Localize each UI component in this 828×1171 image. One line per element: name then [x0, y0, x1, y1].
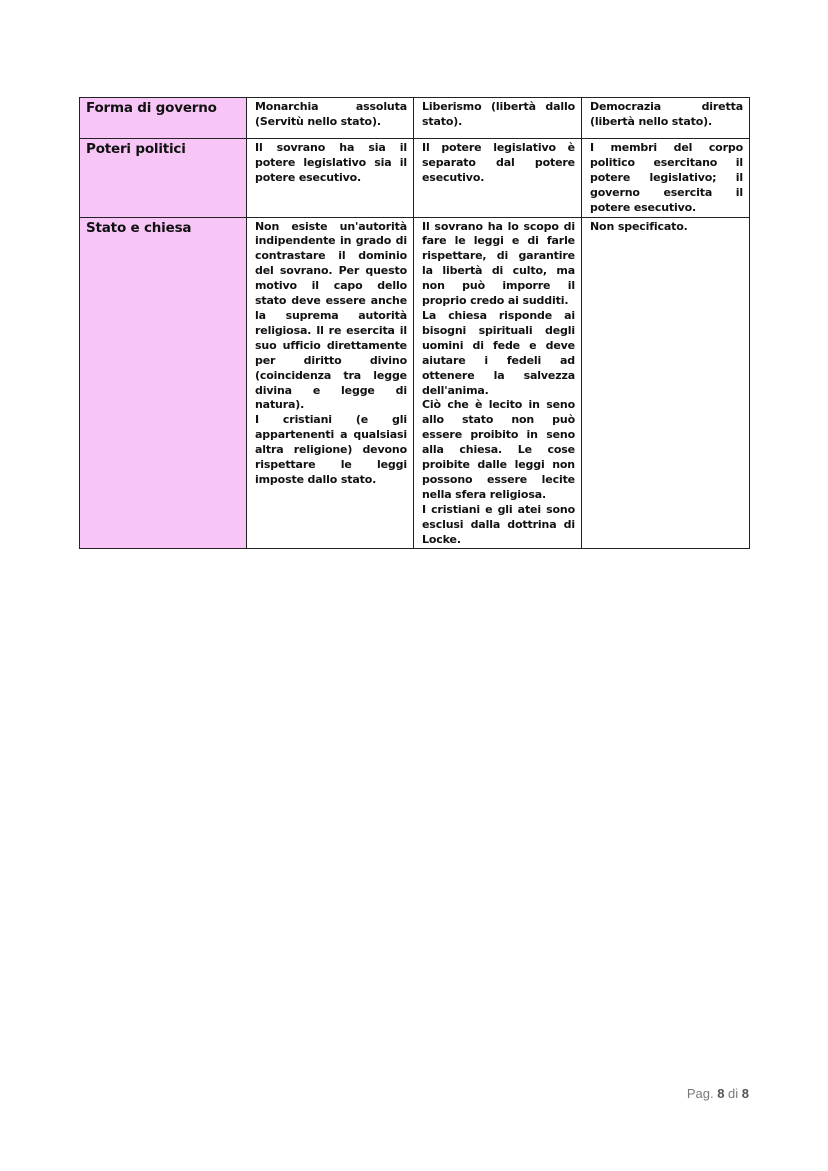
cell-paragraph: Ciò che è lecito in seno allo stato non può essere proibito in seno alla chiesa. Le cose proibite dalle leggi non possono essere lecite nella sfera religiosa.	[422, 398, 575, 501]
cell-paragraph: I cristiani e gli atei sono esclusi dalla dottrina di Locke.	[422, 502, 575, 546]
cell-paragraph: I membri del corpo politico esercitano il potere legislativo; il governo esercita il potere esecutivo.	[590, 141, 743, 214]
cell-paragraph: Il sovrano ha lo scopo di fare le leggi e di farle rispettare, di garantire la libertà di culto, ma non può imporre il proprio credo ai sudditi.	[422, 219, 575, 308]
table-row	[80, 139, 750, 218]
cell-paragraph: Monarchia assoluta (Servitù nello stato).	[255, 100, 407, 128]
table-row	[80, 217, 750, 549]
footer-separator: di	[724, 1086, 742, 1101]
row-label: Poteri politici	[80, 139, 247, 218]
table-cell	[582, 98, 750, 139]
cell-paragraph: La chiesa risponde ai bisogni spirituali degli uomini di fede e deve aiutare i fedeli ad ottenere la salvezza dell'anima.	[422, 308, 575, 397]
page-footer	[687, 1086, 749, 1101]
cell-paragraph: I cristiani (e gli appartenenti a qualsiasi altra religione) devono rispettare le leggi imposte dallo stato.	[255, 413, 407, 486]
cell-paragraph: Democrazia diretta (libertà nello stato).	[590, 100, 743, 128]
table-row	[80, 98, 750, 139]
table-cell	[582, 139, 750, 218]
row-label: Forma di governo	[80, 98, 247, 139]
cell-paragraph: Non specificato.	[590, 219, 688, 233]
table-cell	[247, 98, 414, 139]
table-cell	[414, 98, 582, 139]
row-label: Stato e chiesa	[80, 217, 247, 549]
cell-paragraph: Non esiste un'autorità indipendente in grado di contrastare il dominio del sovrano. Per questo motivo il capo dello stato deve essere anche la suprema autorità religiosa. Il re esercita il suo ufficio direttamente per diritto divino (coincidenza tra legge divina e legge di natura).	[255, 219, 407, 412]
cell-paragraph: Il sovrano ha sia il potere legislativo sia il potere esecutivo.	[255, 141, 407, 184]
footer-prefix: Pag.	[686, 1086, 718, 1101]
table-cell	[247, 217, 414, 549]
total-pages-number: 8	[741, 1086, 749, 1101]
table-cell	[247, 139, 414, 218]
current-page-number: 8	[717, 1086, 725, 1101]
comparison-table	[79, 97, 750, 549]
table-cell	[582, 217, 750, 549]
table-cell	[414, 217, 582, 549]
cell-paragraph: Liberismo (libertà dallo stato).	[422, 100, 575, 128]
cell-paragraph: Il potere legislativo è separato dal potere esecutivo.	[422, 141, 575, 184]
table-cell	[414, 139, 582, 218]
